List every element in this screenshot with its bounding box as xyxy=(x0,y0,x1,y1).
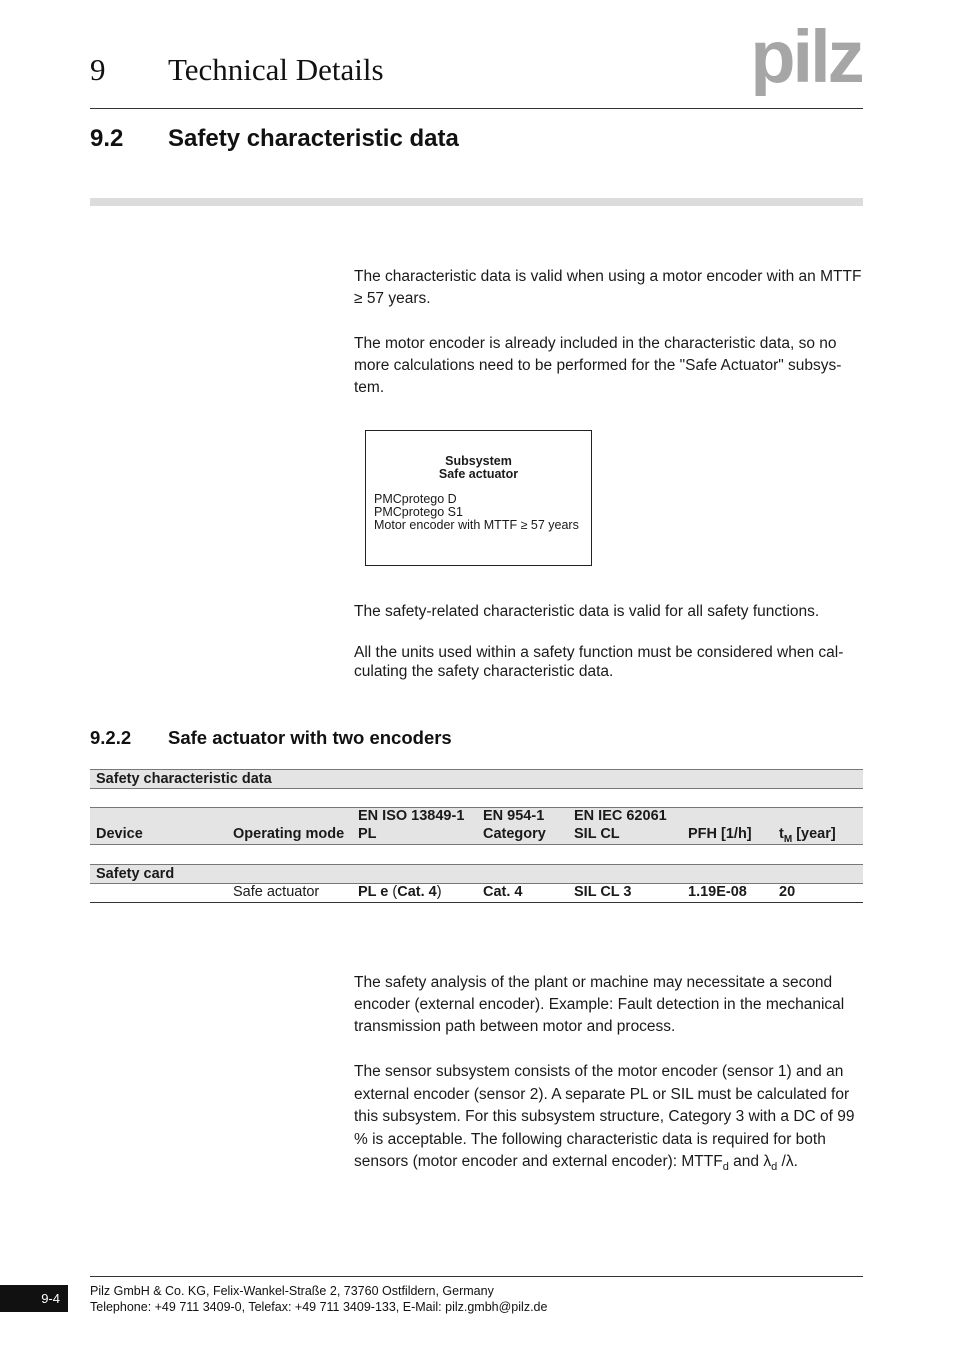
subsection-title: Safe actuator with two encoders xyxy=(168,727,452,748)
table-header-row xyxy=(90,807,863,845)
header-sil-standard: EN IEC 62061 xyxy=(574,808,667,824)
header-divider xyxy=(90,108,863,109)
footer-address xyxy=(90,1283,547,1315)
pilz-logo xyxy=(747,24,865,96)
subsystem-box-components: PMCprotego D PMCprotego S1 Motor encoder with MTTF ≥ 57 years xyxy=(374,492,579,532)
group-safety-card: Safety card xyxy=(96,866,175,882)
cell-operating-mode: Safe actuator xyxy=(233,884,320,900)
footer-line-1: Pilz GmbH & Co. KG, Felix-Wankel-Straße 2, 73760 Ostfildern, Germany xyxy=(90,1284,494,1298)
header-pl-standard: EN ISO 13849-1 xyxy=(358,808,465,824)
outro-paragraph-1: The safety analysis of the plant or machine may necessitate a second encoder (external encoder). Example: Fault detection in the mechanical transmission path between motor and process. xyxy=(354,974,845,1035)
header-sil: SIL CL xyxy=(574,826,620,842)
page-number: 9-4 xyxy=(0,1285,68,1312)
logo-text: pilz xyxy=(750,24,862,96)
subsection-number: 9.2.2 xyxy=(90,727,132,748)
header-device: Device xyxy=(96,826,143,842)
footer-divider xyxy=(90,1276,863,1277)
outro-paragraph-2: The sensor subsystem consists of the motor encoder (sensor 1) and an external encoder (sensor 2). A separate PL or SIL must be calculated for this subsystem. For this subsystem structure, Category 3 with a DC of 99 % is acceptable. The following characteristic data is required for both sensors (motor encoder and external encoder): $MTTF_d$ and $\lambda_d$ /λ. xyxy=(354,1063,855,1174)
table-caption-row xyxy=(90,769,863,789)
mid-paragraph-1: The safety-related characteristic data is valid for all safety functions. xyxy=(354,603,820,620)
cell-pfh: 1.19E-08 xyxy=(688,884,747,900)
cell-tm: 20 xyxy=(779,884,796,900)
subsystem-diagram-box xyxy=(365,430,592,566)
header-pfh: PFH [1/h] xyxy=(688,826,752,842)
mid-paragraph-2: All the units used within a safety function must be considered when cal-culating the safety characteristic data. xyxy=(354,644,844,680)
chapter-number: 9 xyxy=(90,52,106,87)
table-caption: Safety characteristic data xyxy=(96,771,272,787)
subsystem-box-title: Subsystem Safe actuator xyxy=(438,454,519,481)
cell-category: Cat. 4 xyxy=(483,884,523,900)
intro-paragraph-2: The motor encoder is already included in the characteristic data, so no more calculations need to be performed for the "Safe Actuator" subsys-tem. xyxy=(354,335,842,396)
cell-pl: PL e (Cat. 4) xyxy=(358,884,442,900)
header-operating-mode: Operating mode xyxy=(233,826,345,842)
header-category-standard: EN 954-1 xyxy=(483,808,545,824)
chapter-title: Technical Details xyxy=(168,52,384,87)
header-pl: PL xyxy=(358,826,377,842)
section-number: 9.2 xyxy=(90,125,124,152)
cell-sil: SIL CL 3 xyxy=(574,884,632,900)
table-row xyxy=(90,883,863,903)
intro-paragraph-1: The characteristic data is valid when using a motor encoder with an MTTF ≥ 57 years. xyxy=(354,268,862,307)
header-category: Category xyxy=(483,826,546,842)
header-tm: $t_M$ [year] xyxy=(779,826,836,845)
table-group-row xyxy=(90,864,863,884)
footer-line-2: Telephone: +49 711 3409-0, Telefax: +49 711 3409-133, E-Mail: pilz.gmbh@pilz.de xyxy=(90,1300,548,1314)
section-title: Safety characteristic data xyxy=(168,125,459,152)
section-separator-bar xyxy=(90,198,863,206)
